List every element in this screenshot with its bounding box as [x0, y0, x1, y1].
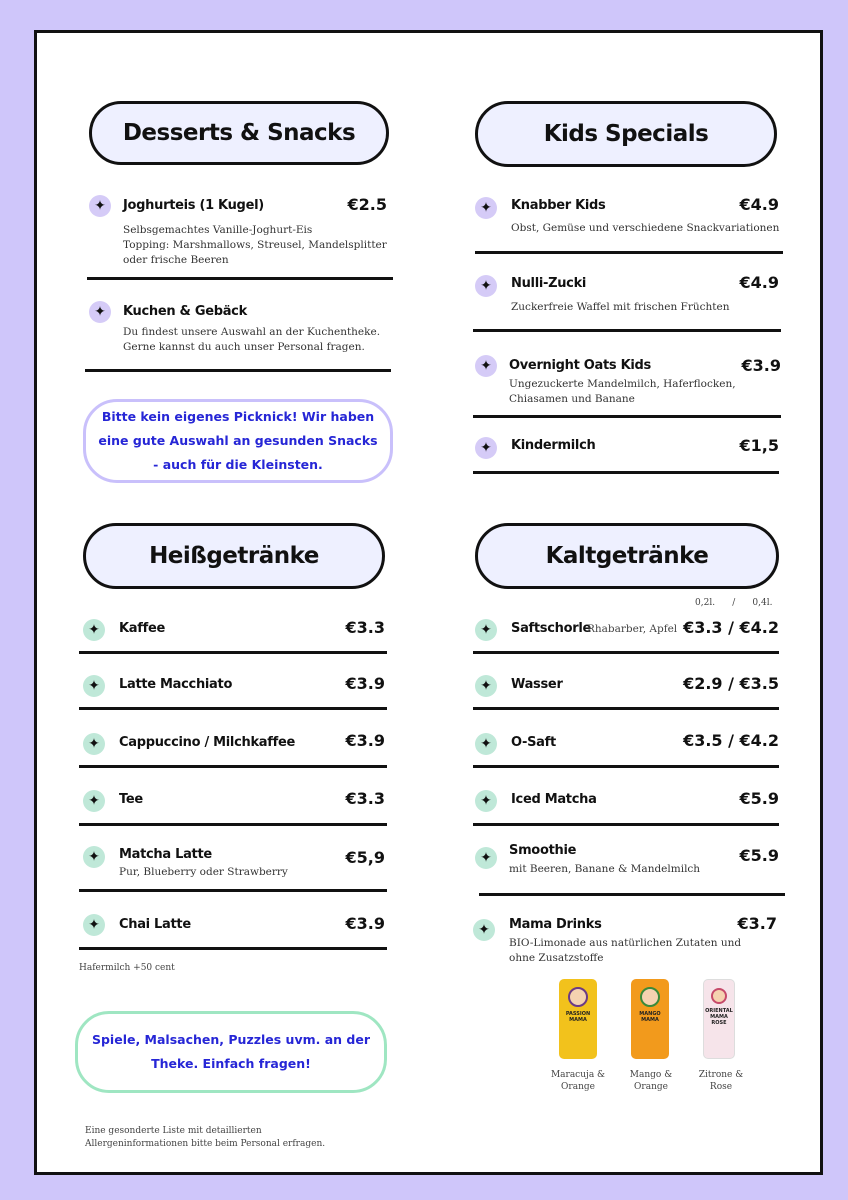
item-price: €3.5 / €4.2 — [683, 731, 779, 750]
item-name: Joghurteis (1 Kugel) — [123, 198, 264, 213]
divider — [473, 329, 781, 332]
item-price: €5.9 — [739, 846, 779, 865]
item-price: €3.3 — [345, 618, 385, 637]
item-price: €3.9 — [345, 674, 385, 693]
divider — [79, 765, 387, 768]
item-description: mit Beeren, Banane & Mandelmilch — [509, 863, 701, 875]
item-name: Overnight Oats Kids — [509, 358, 651, 373]
item-name: O-Saft — [511, 735, 556, 750]
item-name: Smoothie — [509, 843, 577, 858]
section-title-kids: Kids Specials — [475, 101, 777, 167]
four-point-star-icon: ✦ — [83, 619, 105, 641]
item-price: €2.5 — [347, 195, 387, 214]
item-name: Tee — [119, 792, 143, 807]
oriental-mama-can — [703, 979, 735, 1059]
four-point-star-icon: ✦ — [475, 675, 497, 697]
item-name: Wasser — [511, 677, 563, 692]
mango-mama-can — [631, 979, 669, 1059]
four-point-star-icon: ✦ — [89, 301, 111, 323]
divider — [79, 707, 387, 710]
item-price: €3.9 — [741, 356, 781, 375]
divider — [473, 471, 779, 474]
divider — [79, 947, 387, 950]
can-label: MANGO MAMA — [639, 1011, 661, 1023]
can-face-icon — [711, 988, 727, 1004]
divider — [79, 889, 387, 892]
item-description: Selbsgemachtes Vanille-Joghurt-Eis Topping: Marshmallows, Streusel, Mandelsplitter oder frische Beeren — [123, 224, 387, 266]
divider — [85, 369, 391, 372]
item-name: Matcha Latte — [119, 847, 212, 862]
four-point-star-icon: ✦ — [83, 790, 105, 812]
item-price: €5.9 — [739, 789, 779, 808]
menu-card — [34, 30, 823, 1175]
item-price: €3.9 — [345, 731, 385, 750]
item-name: Chai Latte — [119, 917, 191, 932]
divider — [473, 823, 779, 826]
four-point-star-icon: ✦ — [475, 275, 497, 297]
item-name: Iced Matcha — [511, 792, 597, 807]
drink-caption: Maracuja & Orange — [550, 1070, 606, 1092]
four-point-star-icon: ✦ — [475, 790, 497, 812]
divider — [479, 893, 785, 896]
item-name: Kindermilch — [511, 438, 596, 453]
divider — [79, 651, 387, 654]
drink-caption: Zitrone & Rose — [698, 1070, 744, 1092]
item-price: €1,5 — [739, 436, 779, 455]
can-label: PASSION MAMA — [565, 1011, 591, 1023]
item-price: €5,9 — [345, 848, 385, 867]
item-price: €4.9 — [739, 195, 779, 214]
section-title-hot-drinks: Heißgetränke — [83, 523, 385, 589]
item-description: Zuckerfreie Waffel mit frischen Früchten — [511, 301, 730, 313]
item-flavors: Rhabarber, Apfel — [587, 623, 678, 635]
section-title-cold-drinks: Kaltgetränke — [475, 523, 779, 589]
item-name: Kaffee — [119, 621, 165, 636]
item-description: Du findest unsere Auswahl an der Kuchentheke. Gerne kannst du auch unser Personal fragen. — [123, 326, 381, 353]
size-header: 0,2l. / 0,4l. — [695, 598, 773, 608]
four-point-star-icon: ✦ — [475, 733, 497, 755]
four-point-star-icon: ✦ — [83, 675, 105, 697]
item-name: Saftschorle — [511, 621, 592, 636]
allergen-note: Eine gesonderte Liste mit detaillierten Allergeninformationen bitte beim Personal erfragen. — [85, 1126, 326, 1149]
passion-mama-can — [559, 979, 597, 1059]
oat-milk-note: Hafermilch +50 cent — [79, 963, 175, 973]
four-point-star-icon: ✦ — [475, 197, 497, 219]
four-point-star-icon: ✦ — [83, 914, 105, 936]
divider — [473, 651, 779, 654]
item-price: €3.3 / €4.2 — [683, 618, 779, 637]
item-name: Cappuccino / Milchkaffee — [119, 735, 296, 750]
four-point-star-icon: ✦ — [89, 195, 111, 217]
item-price: €3.9 — [345, 914, 385, 933]
item-name: Mama Drinks — [509, 917, 602, 932]
four-point-star-icon: ✦ — [475, 355, 497, 377]
item-price: €4.9 — [739, 273, 779, 292]
can-face-icon — [568, 987, 588, 1007]
item-name: Nulli-Zucki — [511, 276, 587, 291]
item-name: Kuchen & Gebäck — [123, 304, 247, 319]
four-point-star-icon: ✦ — [83, 733, 105, 755]
drink-caption: Mango & Orange — [629, 1070, 673, 1092]
item-description: Obst, Gemüse und verschiedene Snackvariationen — [511, 222, 780, 234]
divider — [87, 277, 393, 280]
item-price: €3.3 — [345, 789, 385, 808]
can-face-icon — [640, 987, 660, 1007]
item-price: €3.7 — [737, 914, 777, 933]
divider — [473, 707, 779, 710]
divider — [473, 415, 781, 418]
four-point-star-icon: ✦ — [475, 619, 497, 641]
section-title-desserts: Desserts & Snacks — [89, 101, 389, 165]
divider — [473, 765, 779, 768]
can-label: ORIENTAL MAMA ROSE — [705, 1008, 733, 1026]
item-name: Knabber Kids — [511, 198, 606, 213]
picnic-note: Bitte kein eigenes Picknick! Wir haben eine gute Auswahl an gesunden Snacks - auch für die Kleinsten. — [83, 399, 393, 483]
four-point-star-icon: ✦ — [473, 919, 495, 941]
four-point-star-icon: ✦ — [475, 847, 497, 869]
four-point-star-icon: ✦ — [83, 846, 105, 868]
games-note: Spiele, Malsachen, Puzzles uvm. an der Theke. Einfach fragen! — [75, 1011, 387, 1093]
item-price: €2.9 / €3.5 — [683, 674, 779, 693]
item-name: Latte Macchiato — [119, 677, 233, 692]
divider — [79, 823, 387, 826]
four-point-star-icon: ✦ — [475, 437, 497, 459]
item-description: Ungezuckerte Mandelmilch, Haferflocken, Chiasamen und Banane — [509, 378, 736, 405]
item-description: BIO-Limonade aus natürlichen Zutaten und ohne Zusatzstoffe — [509, 937, 742, 964]
divider — [475, 251, 783, 254]
item-description: Pur, Blueberry oder Strawberry — [119, 866, 288, 878]
